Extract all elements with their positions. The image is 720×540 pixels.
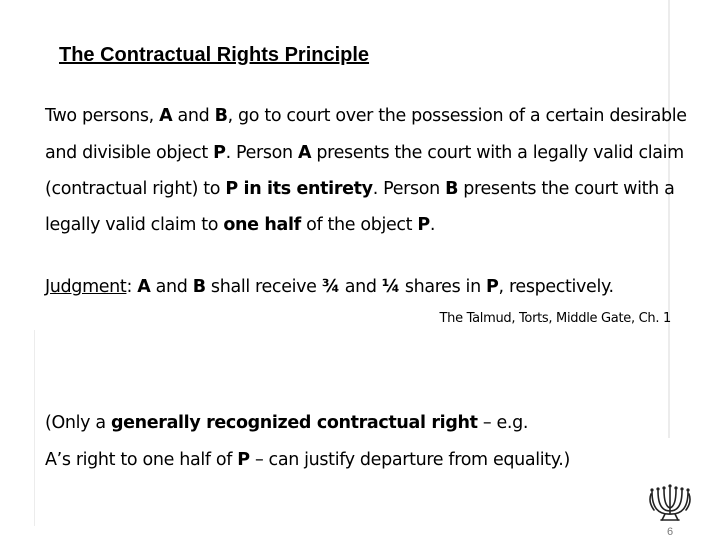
slide-left-rule xyxy=(34,330,35,526)
page-number: 6 xyxy=(667,526,674,538)
menorah-emblem-icon xyxy=(644,480,696,526)
paragraph-line-4: legally valid claim to one half of the object P. xyxy=(45,215,436,235)
paragraph-line-2: and divisible object P. Person A presents the court with a legally valid claim xyxy=(45,143,684,163)
paragraph-line-1: Two persons, A and B, go to court over the possession of a certain desirable xyxy=(45,106,687,126)
slide-right-rule xyxy=(668,0,670,438)
judgment-label: Judgment xyxy=(45,277,127,297)
note-line-2: A’s right to one half of P – can justify departure from equality.) xyxy=(45,450,570,470)
paragraph-line-3: (contractual right) to P in its entirety. Person B presents the court with a xyxy=(45,179,675,199)
slide-title: The Contractual Rights Principle xyxy=(59,44,370,66)
citation: The Talmud, Torts, Middle Gate, Ch. 1 xyxy=(439,311,671,326)
judgment-line: Judgment: A and B shall receive ¾ and ¼ shares in P, respectively. xyxy=(45,277,614,297)
note-line-1: (Only a generally recognized contractual right – e.g. xyxy=(45,413,529,433)
